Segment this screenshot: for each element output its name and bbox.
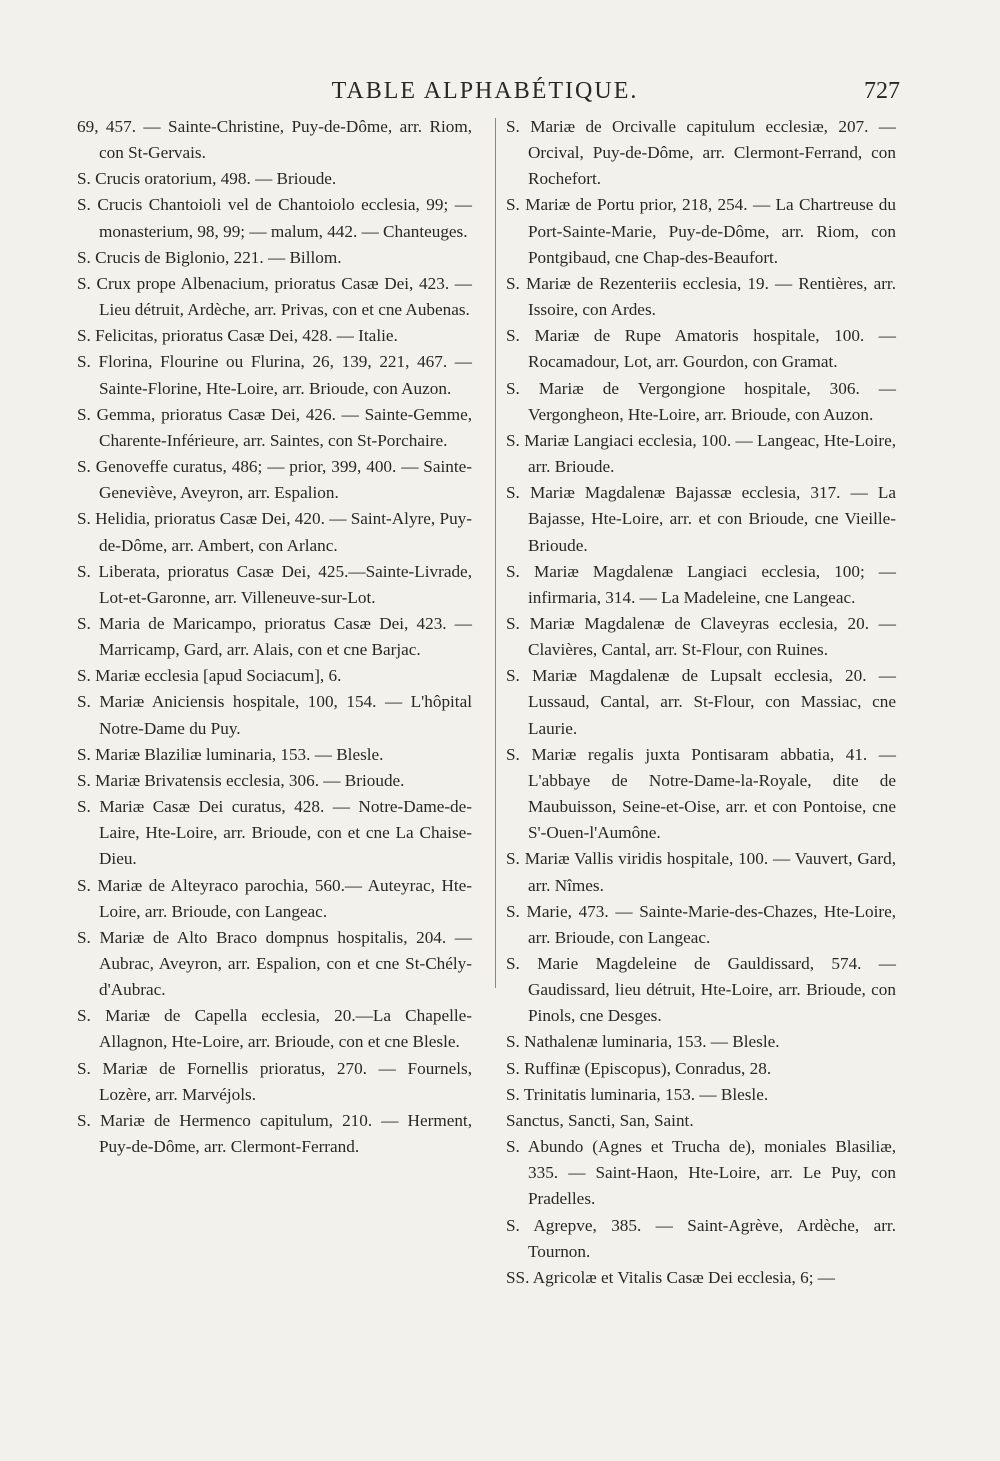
- index-entry: S. Genoveffe curatus, 486; — prior, 399, 400. — Sainte-Geneviève, Aveyron, arr. Espalion.: [77, 457, 472, 503]
- page-header: [70, 78, 900, 112]
- index-entry: S. Mariæ ecclesia [apud Sociacum], 6.: [77, 666, 342, 686]
- index-entry: S. Crux prope Albenacium, prioratus Casæ Dei, 423. — Lieu détruit, Ardèche, arr. Privas, con et cne Aubenas.: [77, 273, 472, 320]
- index-entry: S. Mariæ de Rezenteriis ecclesia, 19. — Rentières, arr. Issoire, con Ardes.: [506, 273, 896, 320]
- index-entry: S. Crucis oratorium, 498. — Brioude.: [77, 169, 337, 189]
- index-entry: S. Liberata, prioratus Casæ Dei, 425.—Sainte-Livrade, Lot-et-Garonne, arr. Villeneuve-sur-Lot.: [77, 561, 472, 607]
- index-entry: S. Nathalenæ luminaria, 153. — Blesle.: [506, 1032, 780, 1052]
- index-entry: S. Maria de Maricampo, prioratus Casæ Dei, 423. — Marricamp, Gard, arr. Alais, con et cne Barjac.: [77, 613, 472, 660]
- index-entry: S. Ruffinæ (Episcopus), Conradus, 28.: [506, 1058, 772, 1078]
- index-entry: S. Abundo (Agnes et Trucha de), moniales Blasiliæ, 335. — Saint-Haon, Hte-Loire, arr. Le Puy, con Pradelles.: [506, 1137, 896, 1209]
- index-entry: S. Mariæ Magdalenæ de Lupsalt ecclesia, 20. — Lussaud, Cantal, arr. St-Flour, con Massiac, cne Laurie.: [506, 666, 896, 738]
- index-entry: S. Crucis Chantoioli vel de Chantoiolo ecclesia, 99; — monasterium, 98, 99; — malum, 442. — Chanteuges.: [77, 195, 472, 241]
- index-entry: S. Mariæ de Portu prior, 218, 254. — La Chartreuse du Port-Sainte-Marie, Puy-de-Dôme, arr. Riom, con Pontgibaud, cne Chap-des-Beaufort.: [506, 195, 896, 267]
- index-entry: S. Mariæ de Fornellis prioratus, 270. — Fournels, Lozère, arr. Marvéjols.: [77, 1058, 472, 1104]
- index-entry: S. Mariæ de Capella ecclesia, 20.—La Chapelle-Allagnon, Hte-Loire, arr. Brioude, con et cne Blesle.: [77, 1006, 472, 1052]
- index-entry: S. Mariæ Blaziliæ luminaria, 153. — Blesle.: [77, 744, 384, 764]
- index-entry: S. Mariæ Casæ Dei curatus, 428. — Notre-Dame-de-Laire, Hte-Loire, arr. Brioude, con et cne La Chaise-Dieu.: [77, 797, 472, 869]
- index-entry: S. Mariæ Magdalenæ Langiaci ecclesia, 100; — infirmaria, 314. — La Madeleine, cne Langeac.: [506, 561, 896, 607]
- right-column: [506, 114, 896, 1291]
- index-entry: S. Mariæ Magdalenæ de Claveyras ecclesia, 20. — Clavières, Cantal, arr. St-Flour, con Ruines.: [506, 613, 896, 660]
- index-entry: S. Mariæ Magdalenæ Bajassæ ecclesia, 317. — La Bajasse, Hte-Loire, arr. et con Brioude, cne Vieille-Brioude.: [506, 483, 896, 555]
- index-entry: S. Gemma, prioratus Casæ Dei, 426. — Sainte-Gemme, Charente-Inférieure, arr. Saintes, con St-Porchaire.: [77, 404, 472, 450]
- index-entry: S. Mariæ de Orcivalle capitulum ecclesiæ, 207. — Orcival, Puy-de-Dôme, arr. Clermont-Ferrand, con Rochefort.: [506, 117, 896, 189]
- index-entry: S. Mariæ de Alteyraco parochia, 560.— Auteyrac, Hte-Loire, arr. Brioude, con Langeac.: [77, 875, 472, 921]
- index-entry: S. Mariæ de Alto Braco dompnus hospitalis, 204. — Aubrac, Aveyron, arr. Espalion, con et cne St-Chély-d'Aubrac.: [77, 927, 472, 1000]
- index-entry: S. Helidia, prioratus Casæ Dei, 420. — Saint-Alyre, Puy-de-Dôme, arr. Ambert, con Arlanc.: [77, 509, 472, 555]
- index-entry: S. Mariæ de Rupe Amatoris hospitale, 100. — Rocamadour, Lot, arr. Gourdon, con Gramat.: [506, 326, 896, 372]
- index-entry: S. Mariæ regalis juxta Pontisaram abbatia, 41. — L'abbaye de Notre-Dame-la-Royale, dite de Maubuisson, Seine-et-Oise, arr. et con Pontoise, cne S'-Ouen-l'Aumône.: [506, 744, 896, 843]
- page-number: 727: [864, 78, 900, 104]
- index-entry: S. Mariæ de Vergongione hospitale, 306. — Vergongheon, Hte-Loire, arr. Brioude, con Auzon.: [506, 378, 896, 424]
- index-entry: SS. Agricolæ et Vitalis Casæ Dei ecclesia, 6; —: [506, 1267, 835, 1287]
- column-divider: [495, 118, 496, 988]
- index-entry: S. Mariæ Brivatensis ecclesia, 306. — Brioude.: [77, 770, 405, 790]
- index-entry: S. Florina, Flourine ou Flurina, 26, 139, 221, 467. — Sainte-Florine, Hte-Loire, arr. Brioude, con Auzon.: [77, 352, 472, 398]
- index-entry: S. Mariæ Vallis viridis hospitale, 100. — Vauvert, Gard, arr. Nîmes.: [506, 849, 896, 895]
- index-entry: S. Mariæ Langiaci ecclesia, 100. — Langeac, Hte-Loire, arr. Brioude.: [506, 430, 896, 477]
- running-title: TABLE ALPHABÉTIQUE.: [331, 78, 639, 104]
- index-entry: S. Mariæ de Hermenco capitulum, 210. — Herment, Puy-de-Dôme, arr. Clermont-Ferrand.: [77, 1110, 472, 1157]
- index-entry: S. Crucis de Biglonio, 221. — Billom.: [77, 247, 342, 267]
- index-entry: Sanctus, Sancti, San, Saint.: [506, 1110, 694, 1130]
- index-entry: S. Marie Magdeleine de Gauldissard, 574. — Gaudissard, lieu détruit, Hte-Loire, arr. Brioude, con Pinols, cne Desges.: [506, 954, 896, 1026]
- index-entry: S. Mariæ Aniciensis hospitale, 100, 154. — L'hôpital Notre-Dame du Puy.: [77, 692, 472, 738]
- index-entry: S. Marie, 473. — Sainte-Marie-des-Chazes, Hte-Loire, arr. Brioude, con Langeac.: [506, 901, 896, 947]
- left-column: [77, 114, 472, 1160]
- index-entry: S. Trinitatis luminaria, 153. — Blesle.: [506, 1084, 769, 1104]
- index-entry: 69, 457. — Sainte-Christine, Puy-de-Dôme, arr. Riom, con St-Gervais.: [77, 117, 472, 163]
- index-entry: S. Felicitas, prioratus Casæ Dei, 428. — Italie.: [77, 326, 398, 346]
- index-entry: S. Agrepve, 385. — Saint-Agrève, Ardèche, arr. Tournon.: [506, 1215, 896, 1261]
